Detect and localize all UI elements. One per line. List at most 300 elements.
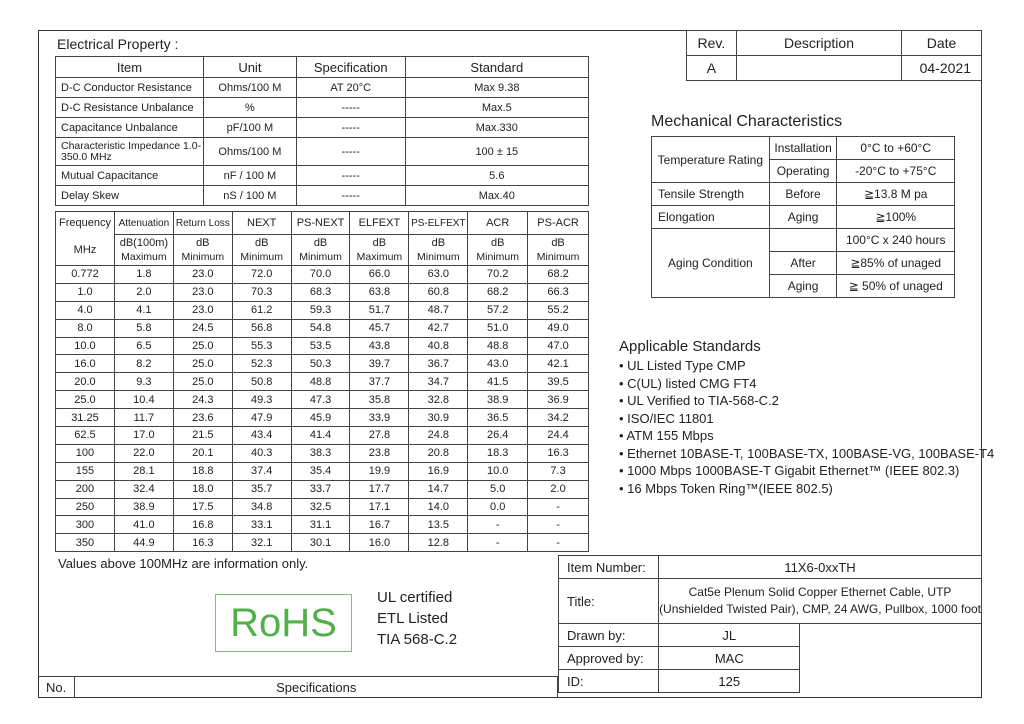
certifications [377, 587, 457, 650]
installation-label: Installation [769, 137, 837, 160]
performance-cell: 10.4 [114, 391, 173, 409]
unit-cell: pF/100 M [203, 118, 296, 138]
performance-cell: 45.9 [291, 409, 350, 427]
specification-cell: ----- [296, 118, 405, 138]
performance-cell: 33.7 [291, 480, 350, 498]
performance-cell: 66.3 [528, 283, 589, 301]
performance-cell: 49.3 [232, 391, 291, 409]
standards-list [619, 357, 994, 497]
performance-row [56, 391, 589, 409]
performance-cell: 72.0 [232, 266, 291, 284]
performance-unit-cell [114, 235, 173, 266]
performance-cell: 5.8 [114, 319, 173, 337]
performance-header-cell: ELFEXT [350, 212, 409, 235]
performance-header-cell: PS-ELFEXT [409, 212, 468, 235]
performance-cell: 55.2 [528, 301, 589, 319]
performance-cell: 24.8 [409, 427, 468, 445]
elongation-value: ≧100% [837, 206, 955, 229]
performance-cell: 31.1 [291, 516, 350, 534]
performance-cell: 37.4 [232, 462, 291, 480]
performance-table [55, 211, 589, 552]
performance-row [56, 444, 589, 462]
operating-label: Operating [769, 160, 837, 183]
performance-cell: 30.9 [409, 409, 468, 427]
performance-cell: 32.4 [114, 480, 173, 498]
performance-cell: 18.0 [173, 480, 232, 498]
rev-value: A [687, 56, 737, 81]
performance-cell: 19.9 [350, 462, 409, 480]
limit-label: Minimum [181, 251, 225, 263]
standard-cell: Max 9.38 [405, 78, 588, 98]
unit-label: dB [254, 237, 269, 249]
header-item: Item [56, 57, 204, 78]
performance-cell: 26.4 [468, 427, 528, 445]
performance-cell: 63.0 [409, 266, 468, 284]
performance-cell: 25.0 [56, 391, 115, 409]
standard-cell: 5.6 [405, 166, 588, 186]
performance-cell: 4.0 [56, 301, 115, 319]
id-value: 125 [659, 670, 800, 693]
item-cell: Capacitance Unbalance [56, 118, 204, 138]
electrical-row [56, 118, 589, 138]
performance-row [56, 498, 589, 516]
performance-header-cell: PS-ACR [528, 212, 589, 235]
performance-cell: 47.0 [528, 337, 589, 355]
performance-cell: 36.7 [409, 355, 468, 373]
limit-label: Minimum [536, 251, 580, 263]
operating-value: -20°C to +75°C [837, 160, 955, 183]
title-line-2: (Unshielded Twisted Pair), CMP, 24 AWG, Pullbox, 1000 foot [659, 602, 981, 616]
performance-cell: 49.0 [528, 319, 589, 337]
aging-label: Aging [769, 275, 837, 298]
header-standard: Standard [405, 57, 588, 78]
performance-cell: 200 [56, 480, 115, 498]
performance-cell: 1.0 [56, 283, 115, 301]
performance-cell: 43.0 [468, 355, 528, 373]
electrical-title: Electrical Property : [57, 36, 179, 52]
specifications-label: Specifications [75, 677, 558, 699]
performance-cell: 32.1 [232, 534, 291, 552]
unit-label: dB [372, 237, 387, 249]
id-label: ID: [559, 670, 659, 693]
item-cell: D-C Conductor Resistance [56, 78, 204, 98]
specification-cell: ----- [296, 166, 405, 186]
performance-cell: 0.0 [468, 498, 528, 516]
performance-cell: 20.0 [56, 373, 115, 391]
limit-label: Minimum [476, 251, 519, 263]
performance-cell: 30.1 [291, 534, 350, 552]
unit-label: dB [551, 237, 565, 249]
standards-title: Applicable Standards [619, 338, 761, 355]
performance-cell: 45.7 [350, 319, 409, 337]
performance-cell: 250 [56, 498, 115, 516]
performance-cell: 40.3 [232, 444, 291, 462]
performance-row [56, 319, 589, 337]
performance-cell: 53.5 [291, 337, 350, 355]
installation-value: 0°C to +60°C [837, 137, 955, 160]
performance-cell: 39.5 [528, 373, 589, 391]
aging-time-blank [769, 229, 837, 252]
aging-value: ≧ 50% of unaged [837, 275, 955, 298]
performance-cell: 100 [56, 444, 115, 462]
unit-cell: Ohms/100 M [203, 138, 296, 166]
unit-label: dB [313, 237, 328, 249]
performance-cell: 59.3 [291, 301, 350, 319]
performance-cell: 16.3 [173, 534, 232, 552]
item-number-label: Item Number: [559, 556, 659, 579]
performance-cell: 350 [56, 534, 115, 552]
performance-cell: 17.7 [350, 480, 409, 498]
electrical-row [56, 166, 589, 186]
unit-cell: nS / 100 M [203, 186, 296, 206]
mhz-unit-cell [56, 235, 115, 266]
elongation-row [652, 206, 955, 229]
performance-cell: 14.7 [409, 480, 468, 498]
performance-cell: 39.7 [350, 355, 409, 373]
performance-cell: 27.8 [350, 427, 409, 445]
title-row [559, 579, 982, 624]
aging-condition-label: Aging Condition [652, 229, 770, 298]
unit-label: dB(100m) [119, 237, 169, 249]
performance-header-cell: Return Loss [173, 212, 232, 235]
performance-cell: 23.8 [350, 444, 409, 462]
performance-cell: 31.25 [56, 409, 115, 427]
performance-cell: 41.0 [114, 516, 173, 534]
performance-cell: 7.3 [528, 462, 589, 480]
performance-cell: - [468, 516, 528, 534]
performance-cell: 60.8 [409, 283, 468, 301]
performance-cell: 32.5 [291, 498, 350, 516]
approved-by-label: Approved by: [559, 647, 659, 670]
performance-cell: 6.5 [114, 337, 173, 355]
performance-cell: 21.5 [173, 427, 232, 445]
performance-cell: 25.0 [173, 337, 232, 355]
performance-cell: 62.5 [56, 427, 115, 445]
performance-cell: 11.7 [114, 409, 173, 427]
tensile-label: Tensile Strength [652, 183, 770, 206]
performance-cell: 300 [56, 516, 115, 534]
performance-cell: 40.8 [409, 337, 468, 355]
performance-cell: 16.7 [350, 516, 409, 534]
cert-etl: ETL Listed [377, 610, 449, 627]
specification-cell: ----- [296, 186, 405, 206]
performance-cell: - [468, 534, 528, 552]
performance-cell: 20.8 [409, 444, 468, 462]
performance-cell: 10.0 [56, 337, 115, 355]
performance-cell: 0.772 [56, 266, 115, 284]
performance-cell: 44.9 [114, 534, 173, 552]
title-value [659, 579, 982, 624]
limit-label: Minimum [240, 251, 283, 263]
performance-cell: 38.3 [291, 444, 350, 462]
performance-cell: 34.7 [409, 373, 468, 391]
performance-cell: 14.0 [409, 498, 468, 516]
performance-cell: 37.7 [350, 373, 409, 391]
performance-cell: 17.0 [114, 427, 173, 445]
performance-cell: 24.5 [173, 319, 232, 337]
performance-cell: 22.0 [114, 444, 173, 462]
header-specification: Specification [296, 57, 405, 78]
performance-cell: 51.7 [350, 301, 409, 319]
performance-cell: 42.1 [528, 355, 589, 373]
revision-header-row [687, 31, 982, 56]
unit-label: dB [490, 237, 505, 249]
revision-row [687, 56, 982, 81]
electrical-header-row [56, 57, 589, 78]
performance-cell: - [528, 498, 589, 516]
performance-cell: 48.7 [409, 301, 468, 319]
performance-cell: 32.8 [409, 391, 468, 409]
performance-cell: 41.5 [468, 373, 528, 391]
standard-cell: Max.5 [405, 98, 588, 118]
performance-cell: 51.0 [468, 319, 528, 337]
performance-cell: 28.1 [114, 462, 173, 480]
electrical-row [56, 78, 589, 98]
performance-unit-cell [173, 235, 232, 266]
mechanical-table [651, 136, 955, 298]
unit-label: dB [196, 237, 210, 249]
performance-cell: 17.1 [350, 498, 409, 516]
aging-time-value: 100°C x 240 hours [837, 229, 955, 252]
performance-cell: 38.9 [468, 391, 528, 409]
performance-row [56, 337, 589, 355]
approved-by-value: MAC [659, 647, 800, 670]
performance-cell: 43.4 [232, 427, 291, 445]
performance-cell: 16.9 [409, 462, 468, 480]
performance-cell: 35.8 [350, 391, 409, 409]
performance-row [56, 516, 589, 534]
performance-unit-cell [350, 235, 409, 266]
performance-row [56, 283, 589, 301]
standard-item: • 16 Mbps Token Ring™(IEEE 802.5) [619, 480, 994, 498]
standard-item: • ATM 155 Mbps [619, 427, 994, 445]
performance-row [56, 355, 589, 373]
specification-cell: ----- [296, 98, 405, 118]
performance-cell: 38.9 [114, 498, 173, 516]
standard-item: • UL Verified to TIA-568-C.2 [619, 392, 994, 410]
standard-item: • 1000 Mbps 1000BASE-T Gigabit Ethernet™ (IEEE 802.3) [619, 462, 994, 480]
performance-cell: 36.9 [528, 391, 589, 409]
standard-item: • UL Listed Type CMP [619, 357, 994, 375]
after-label: After [769, 252, 837, 275]
title-block [558, 555, 982, 693]
performance-row [56, 409, 589, 427]
performance-cell: 33.9 [350, 409, 409, 427]
performance-cell: 4.1 [114, 301, 173, 319]
performance-cell: 48.8 [468, 337, 528, 355]
performance-unit-cell [232, 235, 291, 266]
information-note: Values above 100MHz are information only. [58, 556, 309, 571]
specification-cell: AT 20°C [296, 78, 405, 98]
aging-time-row [652, 229, 955, 252]
performance-cell: 24.4 [528, 427, 589, 445]
performance-cell: 23.0 [173, 301, 232, 319]
performance-cell: 68.3 [291, 283, 350, 301]
performance-cell: 8.2 [114, 355, 173, 373]
performance-cell: 155 [56, 462, 115, 480]
title-block-blank [800, 624, 982, 693]
unit-cell: nF / 100 M [203, 166, 296, 186]
performance-cell: - [528, 534, 589, 552]
standard-cell: Max.330 [405, 118, 588, 138]
performance-unit-cell [468, 235, 528, 266]
mechanical-title: Mechanical Characteristics [651, 113, 843, 130]
cert-tia: TIA 568-C.2 [377, 631, 458, 648]
specification-cell: ----- [296, 138, 405, 166]
item-cell: Delay Skew [56, 186, 204, 206]
performance-cell: 54.8 [291, 319, 350, 337]
unit-label: MHz [73, 243, 97, 256]
performance-row [56, 534, 589, 552]
performance-cell: 35.4 [291, 462, 350, 480]
install-row [652, 137, 955, 160]
performance-cell: 41.4 [291, 427, 350, 445]
revision-table [686, 30, 982, 81]
unit-cell: % [203, 98, 296, 118]
limit-label: Minimum [417, 251, 460, 263]
performance-cell: 47.9 [232, 409, 291, 427]
performance-units-row [56, 235, 589, 266]
performance-cell: 16.3 [528, 444, 589, 462]
electrical-property-table [55, 56, 589, 206]
limit-label: Maximum [356, 251, 403, 263]
unit-label: dB [431, 237, 446, 249]
performance-cell: 52.3 [232, 355, 291, 373]
performance-header-row [56, 212, 589, 235]
item-cell: Characteristic Impedance 1.0-350.0 MHz [56, 138, 204, 166]
performance-cell: 63.8 [350, 283, 409, 301]
performance-cell: 70.2 [468, 266, 528, 284]
performance-row [56, 266, 589, 284]
date-value: 04-2021 [902, 56, 982, 81]
performance-cell: 25.0 [173, 355, 232, 373]
performance-cell: 10.0 [468, 462, 528, 480]
performance-cell: 42.7 [409, 319, 468, 337]
performance-cell: 68.2 [528, 266, 589, 284]
performance-cell: 70.0 [291, 266, 350, 284]
performance-cell: 18.8 [173, 462, 232, 480]
electrical-row [56, 98, 589, 118]
performance-cell: 50.3 [291, 355, 350, 373]
performance-cell: 23.0 [173, 266, 232, 284]
performance-row [56, 462, 589, 480]
after-value: ≧85% of unaged [837, 252, 955, 275]
performance-cell: 16.8 [173, 516, 232, 534]
standard-cell: Max.40 [405, 186, 588, 206]
item-cell: Mutual Capacitance [56, 166, 204, 186]
performance-cell: 12.8 [409, 534, 468, 552]
performance-cell: 36.5 [468, 409, 528, 427]
performance-cell: 8.0 [56, 319, 115, 337]
performance-cell: 35.7 [232, 480, 291, 498]
performance-cell: 56.8 [232, 319, 291, 337]
drawn-row [559, 624, 982, 647]
performance-cell: 66.0 [350, 266, 409, 284]
performance-cell: 43.8 [350, 337, 409, 355]
performance-unit-cell [409, 235, 468, 266]
performance-row [56, 373, 589, 391]
elongation-label: Elongation [652, 206, 770, 229]
temperature-rating-label: Temperature Rating [652, 137, 770, 183]
performance-cell: 2.0 [528, 480, 589, 498]
performance-cell: 57.2 [468, 301, 528, 319]
performance-cell: - [528, 516, 589, 534]
performance-row [56, 480, 589, 498]
performance-cell: 1.8 [114, 266, 173, 284]
performance-header-cell: Attenuation [114, 212, 173, 235]
performance-cell: 33.1 [232, 516, 291, 534]
performance-cell: 23.6 [173, 409, 232, 427]
footer-cells [38, 677, 558, 699]
performance-cell: 70.3 [232, 283, 291, 301]
unit-cell: Ohms/100 M [203, 78, 296, 98]
performance-cell: 18.3 [468, 444, 528, 462]
date-header: Date [902, 31, 982, 56]
description-header: Description [736, 31, 901, 56]
performance-cell: 25.0 [173, 373, 232, 391]
performance-cell: 68.2 [468, 283, 528, 301]
cert-ul: UL certified [377, 589, 453, 606]
performance-header-cell: PS-NEXT [291, 212, 350, 235]
tensile-row [652, 183, 955, 206]
performance-cell: 55.3 [232, 337, 291, 355]
limit-label: Minimum [299, 251, 342, 263]
electrical-row [56, 186, 589, 206]
performance-cell: 13.5 [409, 516, 468, 534]
footer-row [38, 676, 558, 698]
performance-cell: 5.0 [468, 480, 528, 498]
performance-header-cell: ACR [468, 212, 528, 235]
performance-unit-cell [291, 235, 350, 266]
elongation-condition: Aging [769, 206, 837, 229]
title-line-1: Cat5e Plenum Solid Copper Ethernet Cable, UTP [688, 585, 952, 599]
performance-cell: 48.8 [291, 373, 350, 391]
item-number-row [559, 556, 982, 579]
item-number-value: 11X6-0xxTH [659, 556, 982, 579]
item-cell: D-C Resistance Unbalance [56, 98, 204, 118]
performance-row [56, 301, 589, 319]
electrical-row [56, 138, 589, 166]
performance-cell: 17.5 [173, 498, 232, 516]
description-value [736, 56, 901, 81]
limit-label: Maximum [121, 251, 167, 263]
performance-cell: 34.2 [528, 409, 589, 427]
standard-item: • ISO/IEC 11801 [619, 410, 994, 428]
performance-row [56, 427, 589, 445]
rohs-logo: RoHS [215, 594, 352, 652]
performance-cell: 2.0 [114, 283, 173, 301]
header-unit: Unit [203, 57, 296, 78]
standard-item: • Ethernet 10BASE-T, 100BASE-TX, 100BASE-VG, 100BASE-T4 [619, 445, 994, 463]
title-label: Title: [559, 579, 659, 624]
performance-cell: 16.0 [350, 534, 409, 552]
drawn-by-label: Drawn by: [559, 624, 659, 647]
performance-cell: 23.0 [173, 283, 232, 301]
rev-header: Rev. [687, 31, 737, 56]
performance-cell: 61.2 [232, 301, 291, 319]
performance-cell: 16.0 [56, 355, 115, 373]
performance-unit-cell [528, 235, 589, 266]
performance-header-cell: NEXT [232, 212, 291, 235]
performance-cell: 24.3 [173, 391, 232, 409]
standard-cell: 100 ± 15 [405, 138, 588, 166]
tensile-condition: Before [769, 183, 837, 206]
standard-item: • C(UL) listed CMG FT4 [619, 375, 994, 393]
drawn-by-value: JL [659, 624, 800, 647]
tensile-value: ≧13.8 M pa [837, 183, 955, 206]
performance-cell: 34.8 [232, 498, 291, 516]
performance-header-cell: Frequency [56, 212, 115, 235]
